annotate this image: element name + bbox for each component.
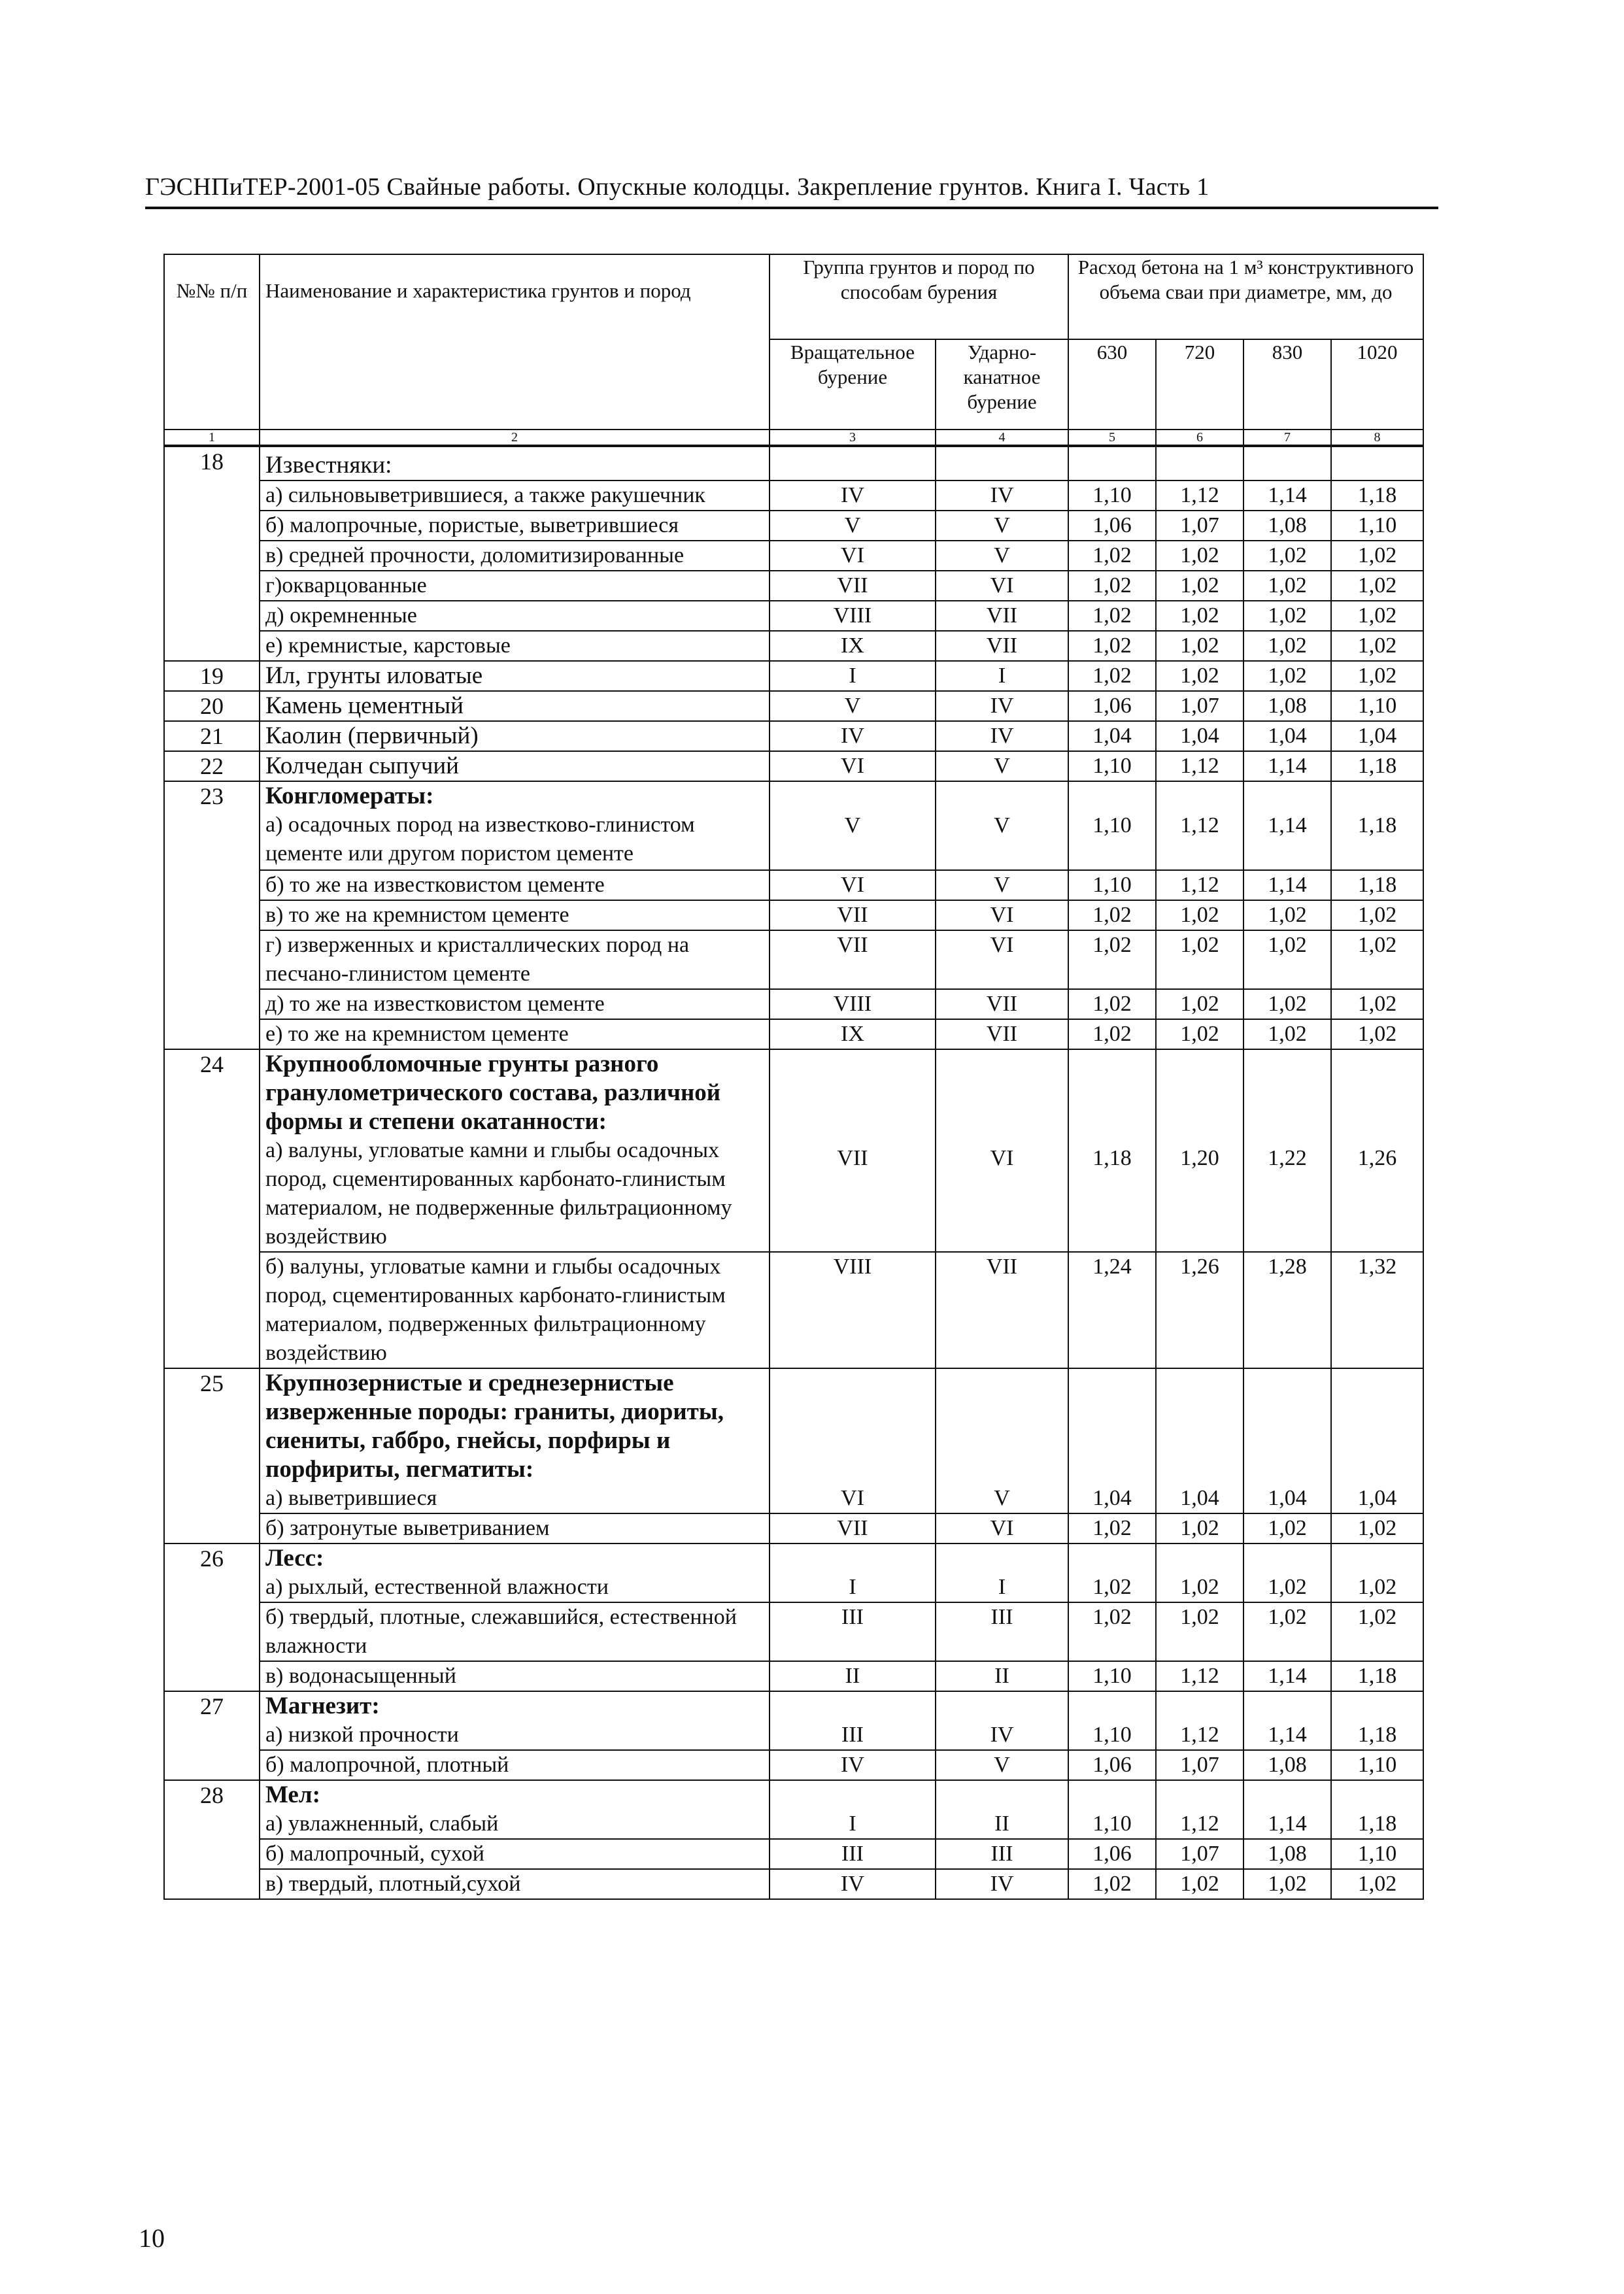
value-720: 1,02: [1156, 571, 1243, 601]
value-1020: 1,02: [1331, 930, 1423, 989]
value-720: 1,02: [1156, 989, 1243, 1019]
value-830: 1,08: [1243, 1839, 1331, 1869]
value-1020: 1,02: [1331, 1543, 1423, 1602]
value-1020: 1,18: [1331, 1780, 1423, 1839]
group-rotary: IV: [770, 481, 936, 511]
group-rotary: V: [770, 781, 936, 870]
row-name-block: [260, 1780, 770, 1839]
value-720: 1,02: [1156, 1869, 1243, 1899]
category-title: Мел:: [265, 1781, 320, 1808]
value-1020: 1,18: [1331, 481, 1423, 511]
value-720: 1,07: [1156, 1839, 1243, 1869]
value-1020: 1,02: [1331, 571, 1423, 601]
value-630: 1,02: [1068, 571, 1156, 601]
group-percussion: VII: [936, 1019, 1068, 1049]
value-630: 1,02: [1068, 541, 1156, 571]
row-name: а) сильновыветрившиеся, а также ракушечник: [260, 481, 770, 511]
value-1020: 1,18: [1331, 781, 1423, 870]
value-830: 1,04: [1243, 1368, 1331, 1513]
group-rotary: VIII: [770, 989, 936, 1019]
value-630: 1,02: [1068, 1543, 1156, 1602]
running-title: ГЭСНПиТЕР-2001-05 Свайные работы. Опускные колодцы. Закрепление грунтов. Книга I. Часть 1: [145, 173, 1210, 201]
col-number: 3: [770, 430, 936, 446]
value-720: 1,02: [1156, 930, 1243, 989]
row-name: е) кремнистые, карстовые: [260, 631, 770, 661]
value-830: 1,02: [1243, 1869, 1331, 1899]
group-rotary: V: [770, 511, 936, 541]
row-name: Колчедан сыпучий: [260, 751, 770, 781]
empty-cell: [936, 446, 1068, 481]
group-rotary: VI: [770, 1368, 936, 1513]
value-630: 1,04: [1068, 721, 1156, 751]
group-rotary: VIII: [770, 601, 936, 631]
col-header-rotary: Вращательное бурение: [770, 339, 936, 430]
value-830: 1,14: [1243, 1780, 1331, 1839]
value-720: 1,12: [1156, 1691, 1243, 1750]
row-number: 26: [164, 1543, 260, 1691]
group-percussion: II: [936, 1780, 1068, 1839]
value-1020: 1,10: [1331, 1750, 1423, 1780]
value-1020: 1,04: [1331, 721, 1423, 751]
value-630: 1,24: [1068, 1252, 1156, 1368]
row-name: в) то же на кремнистом цементе: [260, 900, 770, 930]
value-830: 1,02: [1243, 1513, 1331, 1543]
group-rotary: I: [770, 661, 936, 691]
row-name: б) малопрочный, сухой: [260, 1839, 770, 1869]
value-830: 1,02: [1243, 930, 1331, 989]
value-630: 1,02: [1068, 631, 1156, 661]
value-830: 1,02: [1243, 1019, 1331, 1049]
row-name-block: [260, 1049, 770, 1252]
row-name-block: [260, 781, 770, 870]
group-rotary: II: [770, 1661, 936, 1691]
value-830: 1,14: [1243, 1661, 1331, 1691]
value-1020: 1,04: [1331, 1368, 1423, 1513]
group-percussion: V: [936, 511, 1068, 541]
col-number: 6: [1156, 430, 1243, 446]
group-percussion: V: [936, 751, 1068, 781]
col-header-name: Наименование и характеристика грунтов и пород: [260, 254, 770, 430]
group-percussion: II: [936, 1661, 1068, 1691]
value-830: 1,14: [1243, 1691, 1331, 1750]
page-number: 10: [139, 2223, 165, 2253]
row-name: б) малопрочные, пористые, выветрившиеся: [260, 511, 770, 541]
group-percussion: I: [936, 1543, 1068, 1602]
group-rotary: III: [770, 1839, 936, 1869]
row-number: 22: [164, 751, 260, 781]
value-720: 1,04: [1156, 721, 1243, 751]
value-720: 1,02: [1156, 541, 1243, 571]
row-name: б) валуны, угловатые камни и глыбы осадочных пород, сцементированных карбонато-глинистым материалом, подверженных фильтрационному воздействию: [260, 1252, 770, 1368]
row-number: 28: [164, 1780, 260, 1899]
row-number: 21: [164, 721, 260, 751]
group-rotary: I: [770, 1780, 936, 1839]
group-percussion: III: [936, 1839, 1068, 1869]
group-percussion: V: [936, 781, 1068, 870]
value-1020: 1,02: [1331, 900, 1423, 930]
category-title: Магнезит:: [265, 1693, 380, 1719]
value-630: 1,02: [1068, 930, 1156, 989]
row-name: в) твердый, плотный,сухой: [260, 1869, 770, 1899]
group-rotary: VI: [770, 541, 936, 571]
value-830: 1,02: [1243, 900, 1331, 930]
col-number: 2: [260, 430, 770, 446]
value-630: 1,02: [1068, 661, 1156, 691]
row-name: е) то же на кремнистом цементе: [260, 1019, 770, 1049]
value-630: 1,06: [1068, 1750, 1156, 1780]
value-830: 1,02: [1243, 1602, 1331, 1661]
row-number: 27: [164, 1691, 260, 1780]
value-1020: 1,02: [1331, 1019, 1423, 1049]
value-1020: 1,10: [1331, 1839, 1423, 1869]
category-title: Крупнообломочные грунты разного гранулометрического состава, различной формы и степени окатанности:: [265, 1051, 721, 1135]
row-number: 20: [164, 691, 260, 721]
col-header-concrete: Расход бетона на 1 м³ конструктивного объема сваи при диаметре, мм, до: [1068, 254, 1423, 339]
row-name: а) рыхлый, естественной влажности: [265, 1575, 609, 1599]
group-rotary: I: [770, 1543, 936, 1602]
value-720: 1,02: [1156, 1019, 1243, 1049]
row-name: б) затронутые выветриванием: [260, 1513, 770, 1543]
row-number: 19: [164, 661, 260, 691]
value-830: 1,14: [1243, 481, 1331, 511]
group-rotary: III: [770, 1691, 936, 1750]
col-number: 7: [1243, 430, 1331, 446]
row-name: в) водонасыщенный: [260, 1661, 770, 1691]
category-title: Конгломераты:: [265, 783, 434, 809]
group-percussion: IV: [936, 721, 1068, 751]
value-1020: 1,18: [1331, 751, 1423, 781]
value-1020: 1,02: [1331, 601, 1423, 631]
value-720: 1,07: [1156, 511, 1243, 541]
value-630: 1,02: [1068, 900, 1156, 930]
value-830: 1,22: [1243, 1049, 1331, 1252]
value-720: 1,02: [1156, 1602, 1243, 1661]
value-830: 1,02: [1243, 631, 1331, 661]
value-830: 1,08: [1243, 1750, 1331, 1780]
group-rotary: VII: [770, 930, 936, 989]
value-630: 1,02: [1068, 1602, 1156, 1661]
group-percussion: IV: [936, 481, 1068, 511]
row-number: 25: [164, 1368, 260, 1543]
value-630: 1,06: [1068, 1839, 1156, 1869]
empty-cell: [770, 446, 936, 481]
category-title: Известняки:: [260, 446, 770, 481]
group-percussion: IV: [936, 1869, 1068, 1899]
row-name: Камень цементный: [260, 691, 770, 721]
row-name: Каолин (первичный): [260, 721, 770, 751]
row-name: б) твердый, плотные, слежавшийся, естественной влажности: [260, 1602, 770, 1661]
value-630: 1,10: [1068, 781, 1156, 870]
group-rotary: IV: [770, 1750, 936, 1780]
group-rotary: IV: [770, 1869, 936, 1899]
row-name: а) увлажненный, слабый: [265, 1812, 499, 1836]
col-header-percussion: Ударно-канатное бурение: [936, 339, 1068, 430]
value-830: 1,14: [1243, 870, 1331, 900]
value-720: 1,02: [1156, 1513, 1243, 1543]
soil-concrete-table: [163, 254, 1424, 1900]
value-720: 1,12: [1156, 870, 1243, 900]
group-percussion: VII: [936, 631, 1068, 661]
value-630: 1,02: [1068, 601, 1156, 631]
group-rotary: VI: [770, 870, 936, 900]
row-name-block: [260, 1691, 770, 1750]
row-name: б) малопрочной, плотный: [260, 1750, 770, 1780]
value-630: 1,10: [1068, 870, 1156, 900]
group-rotary: V: [770, 691, 936, 721]
value-1020: 1,02: [1331, 1869, 1423, 1899]
header-rule: [145, 207, 1438, 209]
empty-cell: [1243, 446, 1331, 481]
group-rotary: IX: [770, 631, 936, 661]
row-name-block: [260, 1543, 770, 1602]
group-rotary: VIII: [770, 1252, 936, 1368]
value-1020: 1,02: [1331, 989, 1423, 1019]
empty-cell: [1068, 446, 1156, 481]
value-720: 1,07: [1156, 1750, 1243, 1780]
group-percussion: V: [936, 870, 1068, 900]
value-630: 1,10: [1068, 481, 1156, 511]
group-percussion: V: [936, 1368, 1068, 1513]
group-percussion: VI: [936, 930, 1068, 989]
value-830: 1,02: [1243, 989, 1331, 1019]
value-630: 1,10: [1068, 1691, 1156, 1750]
group-rotary: VII: [770, 1513, 936, 1543]
group-percussion: I: [936, 661, 1068, 691]
category-title: Лесс:: [265, 1545, 324, 1572]
value-720: 1,12: [1156, 751, 1243, 781]
value-1020: 1,18: [1331, 1661, 1423, 1691]
row-name: а) валуны, угловатые камни и глыбы осадочных пород, сцементированных карбонато-глинистым материалом, не подверженные фильтрационному воздействию: [265, 1138, 732, 1249]
value-830: 1,02: [1243, 1543, 1331, 1602]
value-1020: 1,02: [1331, 661, 1423, 691]
group-percussion: VII: [936, 989, 1068, 1019]
col-number: 1: [164, 430, 260, 446]
group-percussion: V: [936, 541, 1068, 571]
value-720: 1,12: [1156, 1661, 1243, 1691]
group-percussion: VI: [936, 1513, 1068, 1543]
group-percussion: IV: [936, 691, 1068, 721]
col-header-d830: 830: [1243, 339, 1331, 430]
category-title: Крупнозернистые и среднезернистые изверженные породы: граниты, диориты, сиениты, габбро, гнейсы, порфиры и порфириты, пегматиты:: [265, 1370, 724, 1483]
value-720: 1,12: [1156, 781, 1243, 870]
row-name: а) низкой прочности: [265, 1723, 459, 1747]
value-830: 1,08: [1243, 511, 1331, 541]
value-830: 1,02: [1243, 541, 1331, 571]
col-header-d720: 720: [1156, 339, 1243, 430]
value-720: 1,26: [1156, 1252, 1243, 1368]
value-720: 1,04: [1156, 1368, 1243, 1513]
value-720: 1,20: [1156, 1049, 1243, 1252]
value-720: 1,02: [1156, 601, 1243, 631]
value-1020: 1,02: [1331, 541, 1423, 571]
value-720: 1,02: [1156, 900, 1243, 930]
value-630: 1,04: [1068, 1368, 1156, 1513]
value-1020: 1,10: [1331, 511, 1423, 541]
value-1020: 1,18: [1331, 870, 1423, 900]
row-number: 23: [164, 781, 260, 1049]
group-percussion: VI: [936, 900, 1068, 930]
row-name: в) средней прочности, доломитизированные: [260, 541, 770, 571]
group-percussion: IV: [936, 1691, 1068, 1750]
value-630: 1,10: [1068, 1661, 1156, 1691]
value-1020: 1,02: [1331, 1602, 1423, 1661]
value-720: 1,12: [1156, 1780, 1243, 1839]
group-rotary: VI: [770, 751, 936, 781]
value-720: 1,12: [1156, 481, 1243, 511]
value-1020: 1,02: [1331, 631, 1423, 661]
value-830: 1,14: [1243, 751, 1331, 781]
group-rotary: VII: [770, 571, 936, 601]
col-header-group: Группа грунтов и пород по способам бурения: [770, 254, 1068, 339]
col-number: 4: [936, 430, 1068, 446]
group-percussion: VII: [936, 1252, 1068, 1368]
row-name: д) то же на известковистом цементе: [260, 989, 770, 1019]
row-number: 24: [164, 1049, 260, 1368]
row-name: а) выветрившиеся: [265, 1486, 437, 1510]
row-name-block: [260, 1368, 770, 1513]
value-1020: 1,10: [1331, 691, 1423, 721]
group-percussion: VI: [936, 1049, 1068, 1252]
row-number: 18: [164, 446, 260, 661]
group-percussion: VII: [936, 601, 1068, 631]
value-720: 1,02: [1156, 631, 1243, 661]
value-830: 1,02: [1243, 601, 1331, 631]
empty-cell: [1331, 446, 1423, 481]
value-630: 1,02: [1068, 1513, 1156, 1543]
value-630: 1,02: [1068, 1019, 1156, 1049]
group-rotary: VII: [770, 1049, 936, 1252]
empty-cell: [1156, 446, 1243, 481]
value-630: 1,02: [1068, 1869, 1156, 1899]
group-rotary: VII: [770, 900, 936, 930]
group-rotary: III: [770, 1602, 936, 1661]
value-630: 1,06: [1068, 691, 1156, 721]
group-percussion: V: [936, 1750, 1068, 1780]
value-630: 1,02: [1068, 989, 1156, 1019]
value-630: 1,10: [1068, 1780, 1156, 1839]
value-720: 1,07: [1156, 691, 1243, 721]
value-830: 1,14: [1243, 781, 1331, 870]
value-630: 1,06: [1068, 511, 1156, 541]
row-name: б) то же на известковистом цементе: [260, 870, 770, 900]
col-number: 5: [1068, 430, 1156, 446]
value-830: 1,04: [1243, 721, 1331, 751]
row-name: а) осадочных пород на известково-глинистом цементе или другом пористом цементе: [265, 813, 695, 866]
col-header-d630: 630: [1068, 339, 1156, 430]
value-1020: 1,18: [1331, 1691, 1423, 1750]
col-header-number: №№ п/п: [164, 254, 260, 430]
group-percussion: III: [936, 1602, 1068, 1661]
col-header-d1020: 1020: [1331, 339, 1423, 430]
value-720: 1,02: [1156, 661, 1243, 691]
row-name: д) окремненные: [260, 601, 770, 631]
row-name: г)окварцованные: [260, 571, 770, 601]
value-830: 1,08: [1243, 691, 1331, 721]
row-name: г) изверженных и кристаллических пород на песчано-глинистом цементе: [260, 930, 770, 989]
row-name: Ил, грунты иловатые: [260, 661, 770, 691]
value-1020: 1,26: [1331, 1049, 1423, 1252]
value-720: 1,02: [1156, 1543, 1243, 1602]
group-percussion: VI: [936, 571, 1068, 601]
value-830: 1,28: [1243, 1252, 1331, 1368]
value-830: 1,02: [1243, 661, 1331, 691]
value-630: 1,18: [1068, 1049, 1156, 1252]
group-rotary: IV: [770, 721, 936, 751]
value-830: 1,02: [1243, 571, 1331, 601]
group-rotary: IX: [770, 1019, 936, 1049]
value-1020: 1,32: [1331, 1252, 1423, 1368]
col-number: 8: [1331, 430, 1423, 446]
value-630: 1,10: [1068, 751, 1156, 781]
value-1020: 1,02: [1331, 1513, 1423, 1543]
